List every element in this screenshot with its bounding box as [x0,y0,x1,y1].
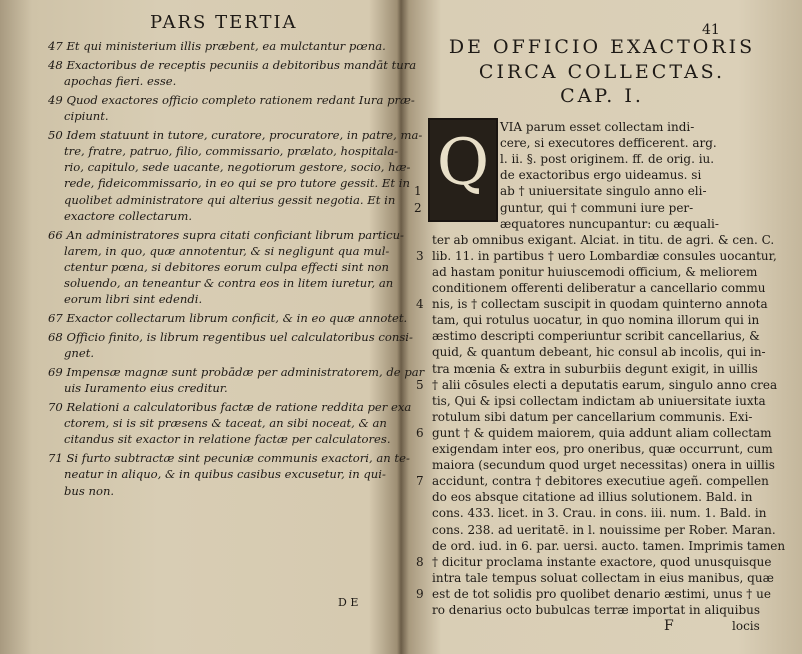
body-line: l. ii. §. post originem. ff. de orig. iu. [500,152,715,167]
body-line: nis, is † collectam suscipit in quodam quinterno annota [432,297,768,312]
summary-item [48,38,386,54]
summary-item [48,127,423,224]
summary-line: neatur in aliquo, & in quibus casibus excusetur, in qui- [64,467,386,482]
summary-line: uis Iuramento eius creditur. [64,381,228,396]
summary-line: apochas fieri. esse. [64,74,177,88]
summary-line: quolibet administratore qui alterius gessit negotia. Et in [64,192,396,207]
chapter-title-line-1: DE OFFICIO EXACTORIS [448,36,756,58]
running-head: PARS TERTIA [150,12,298,33]
body-line: ad hastam ponitur huiuscemodi officium, & meliorem [432,264,758,279]
summary-line: soluendo, an teneantur & contra eos in litem iuretur, an [64,276,394,291]
body-line: VIA parum esset collectam indi- [500,120,695,134]
body-line: guntur, qui † communi iure per- [500,200,694,215]
summary-line: 47 Et qui ministerium illis præbent, ea mulctantur pœna. [48,39,386,53]
summary-line: ctorem, si is sit præsens & taceat, an sibi noceat, & an [64,416,387,431]
summary-line: exactore collectarum. [64,208,193,223]
summary-item [48,57,417,89]
body-line: ab † uniuersitate singulo anno eli- [500,184,707,199]
summary-item [48,364,425,396]
summary-line: cipiunt. [64,109,109,123]
summary-line: 48 Exactoribus de receptis pecuniis a debitoribus mandāt tura [48,57,417,72]
summary-line: 69 Impensæ magnæ sunt probādæ per administratorem, de par [48,365,425,379]
body-line: do eos absque citatione ad illius solutionem. Bald. in [432,490,753,505]
body-line: exigendam inter eos, pro oneribus, quæ occurrunt, cum [432,442,773,456]
margin-note-number: 2 [414,200,422,215]
chapter-number: CAP. I. [560,85,644,107]
margin-note-number: 1 [414,184,422,199]
summary-item [48,92,415,124]
body-line: † dicitur proclama instante exactore, quod unusquisque [432,554,772,569]
summary-line: 71 Si furto subtractæ sint pecuniæ communis exactori, an te- [48,451,410,466]
body-line: gunt † & quidem maiorem, quia addunt aliam collectam [432,425,772,440]
body-line: † alii cōsules electi a deputatis earum, singulo anno crea [432,377,778,392]
body-line: conditionem offerenti deliberatur a cancellario commu [432,281,766,295]
body-line: accidunt, contra † debitores executiue ageñ. compellen [432,474,769,489]
margin-note-number: 8 [416,554,424,569]
margin-note-number: 9 [416,586,424,601]
body-line: æquatores nuncupantur: cu æquali- [500,216,719,231]
body-line: intra tale tempus soluat collectam in eius manibus, quæ [432,570,774,585]
summary-item [48,399,412,448]
right-page [402,0,802,654]
initial-letter: Q [436,126,490,200]
summary-line: 49 Quod exactores officio completo rationem redant Iura præ- [48,92,415,107]
summary-line: 66 An administratores supra citati conficiant librum particu- [48,227,404,242]
summary-item [48,329,413,361]
summary-line: larem, in quo, quæ annotentur, & si negligunt qua mul- [64,243,390,258]
margin-note-number: 5 [416,377,424,392]
summary-line: eorum libri sint edendi. [64,292,203,307]
summary-line: tre, fratre, patruo, filio, commissario, prælato, hospitala- [64,144,399,158]
summary-line: ctentur pœna, si debitores eorum culpa effecti sint non [64,260,389,274]
body-line: cons. 433. licet. in 3. Crau. in cons. iii. num. 1. Bald. in [432,506,767,521]
decorated-initial [428,118,498,222]
body-line: locis [732,619,760,634]
body-line: lib. 11. in partibus † uero Lombardiæ consules uocantur, [432,248,777,263]
chapter-title-line-2: CIRCA COLLECTAS. [478,61,726,83]
summary-line: 68 Officio finito, is librum regentibus uel calculatoribus consi- [48,330,413,344]
summary-line: rede, fideicommissario, in eo qui se pro tutore gessit. Et in [64,176,410,191]
body-line: tra mœnia & extra in suburbiis degunt exigit, in uillis [432,361,758,376]
body-line: tis, Qui & ipsi collectam indictam ab uniuersitate iuxta [432,393,766,408]
body-line: quid, & quantum debeant, hic consul ab incolis, qui in- [432,345,766,360]
summary-line: gnet. [64,346,95,361]
body-line: maiora (secundum quod urget necessitas) onera in uillis [432,458,775,473]
summary-line: rio, capitulo, sede uacante, negotiorum gestore, socio, hæ- [64,160,411,175]
body-line: est de tot solidis pro quolibet denario æstimi, unus † ue [432,586,771,601]
summary-item [48,450,410,499]
body-line: cere, si executores defficerent. arg. [500,136,717,151]
body-line: de exactoribus ergo uideamus. si [500,168,702,183]
summary-line: bus non. [64,483,115,498]
body-line: cons. 238. ad ueritatē. in l. nouissime per Rober. Maran. [432,522,776,537]
body-line: rotulum sibi datum per cancellarium communis. Exi- [432,409,753,424]
margin-note-number: 7 [416,474,424,489]
summary-line: 50 Idem statuunt in tutore, curatore, procuratore, in patre, ma- [48,127,423,142]
summary-line: 70 Relationi a calculatoribus factæ de ratione reddita per exa [48,400,412,414]
margin-note-number: 6 [416,425,424,440]
body-line: de ord. iud. in 6. par. uersi. aucto. tamen. Imprimis tamen [432,538,786,553]
body-line: tam, qui rotulus uocatur, in quo nomina illorum qui in [432,313,760,328]
margin-note-number: 3 [416,248,424,263]
signature-mark: F [664,618,674,634]
summary-item [48,227,404,308]
body-line: æstimo descripti comperiuntur scribit cancellarius, & [432,329,760,344]
body-line: ter ab omnibus exigant. Alciat. in titu. de agri. & cen. C. [432,232,775,247]
page-number: 41 [702,22,720,38]
summary-line: citandus sit exactor in relatione factæ per calculatores. [64,432,391,447]
summary-item [48,310,408,326]
body-line: ro denarius octo bubulcas terræ importat in aliquibus [432,603,761,617]
signature-mark: D E [338,596,359,609]
margin-note-number: 4 [416,297,424,312]
summary-line: 67 Exactor collectarum librum conficit, & in eo quæ annotet. [48,311,408,326]
